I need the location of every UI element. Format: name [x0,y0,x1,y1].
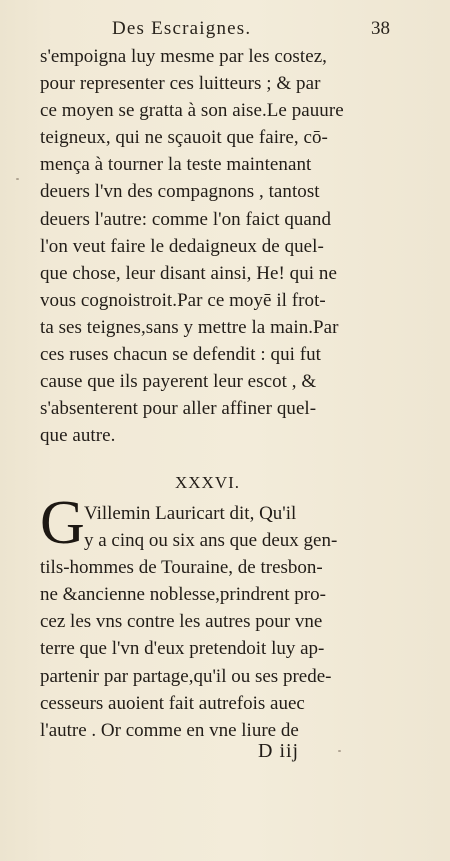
drop-cap: G [40,489,85,557]
text-line: l'on veut faire le dedaigneux de quel- [40,235,324,257]
signature-mark: D iij [258,740,300,762]
paper-speck [338,750,341,752]
text-line: teigneux, qui ne sçauoit que faire, cō- [40,127,328,149]
text-line: pour representer ces luitteurs ; & par [40,73,321,95]
text-line: cez les vns contre les autres pour vne [40,611,323,633]
text-line: ce moyen se gratta à son aise.Le pauure [40,100,344,122]
text-line: mença à tourner la teste maintenant [40,154,312,176]
text-line: deuers l'vn des compagnons , tantost [40,181,320,203]
text-line: tils-hommes de Touraine, de tresbon- [40,557,323,579]
text-line: cesseurs auoient fait autrefois auec [40,692,305,714]
text-line: vous cognoistroit.Par ce moyē il frot- [40,289,326,311]
text-line: l'autre . Or comme en vne liure de [40,719,299,741]
text-line: que chose, leur disant ainsi, He! qui ne [40,262,337,284]
section-lines [40,500,392,744]
text-line: ne &ancienne noblesse,prindrent pro- [40,584,326,606]
paragraph-block [40,43,392,449]
text-line: terre que l'vn d'eux pretendoit luy ap- [40,638,325,660]
text-line: Villemin Lauricart dit, Qu'il [84,503,297,524]
text-line: deuers l'autre: comme l'on faict quand [40,208,332,230]
text-line: cause que ils payerent leur escot , & [40,371,317,393]
text-line: ces ruses chacun se defendit : qui fut [40,344,321,366]
running-title: Des Escraignes. [112,18,252,39]
text-line: que autre. [40,425,116,447]
section-number: XXXVI. [175,473,241,492]
text-line: y a cinq ou six ans que deux gen- [84,530,338,552]
text-line: s'absenterent pour aller affiner quel- [40,398,317,420]
section-block [40,489,392,760]
paper-speck [16,178,19,180]
text-line: s'empoigna luy mesme par les costez, [40,46,327,67]
running-head [0,18,450,42]
text-line: partenir par partage,qu'il ou ses prede- [40,665,332,687]
page-number: 38 [371,18,390,39]
text-line: ta ses teignes,sans y mettre la main.Par [40,316,339,338]
